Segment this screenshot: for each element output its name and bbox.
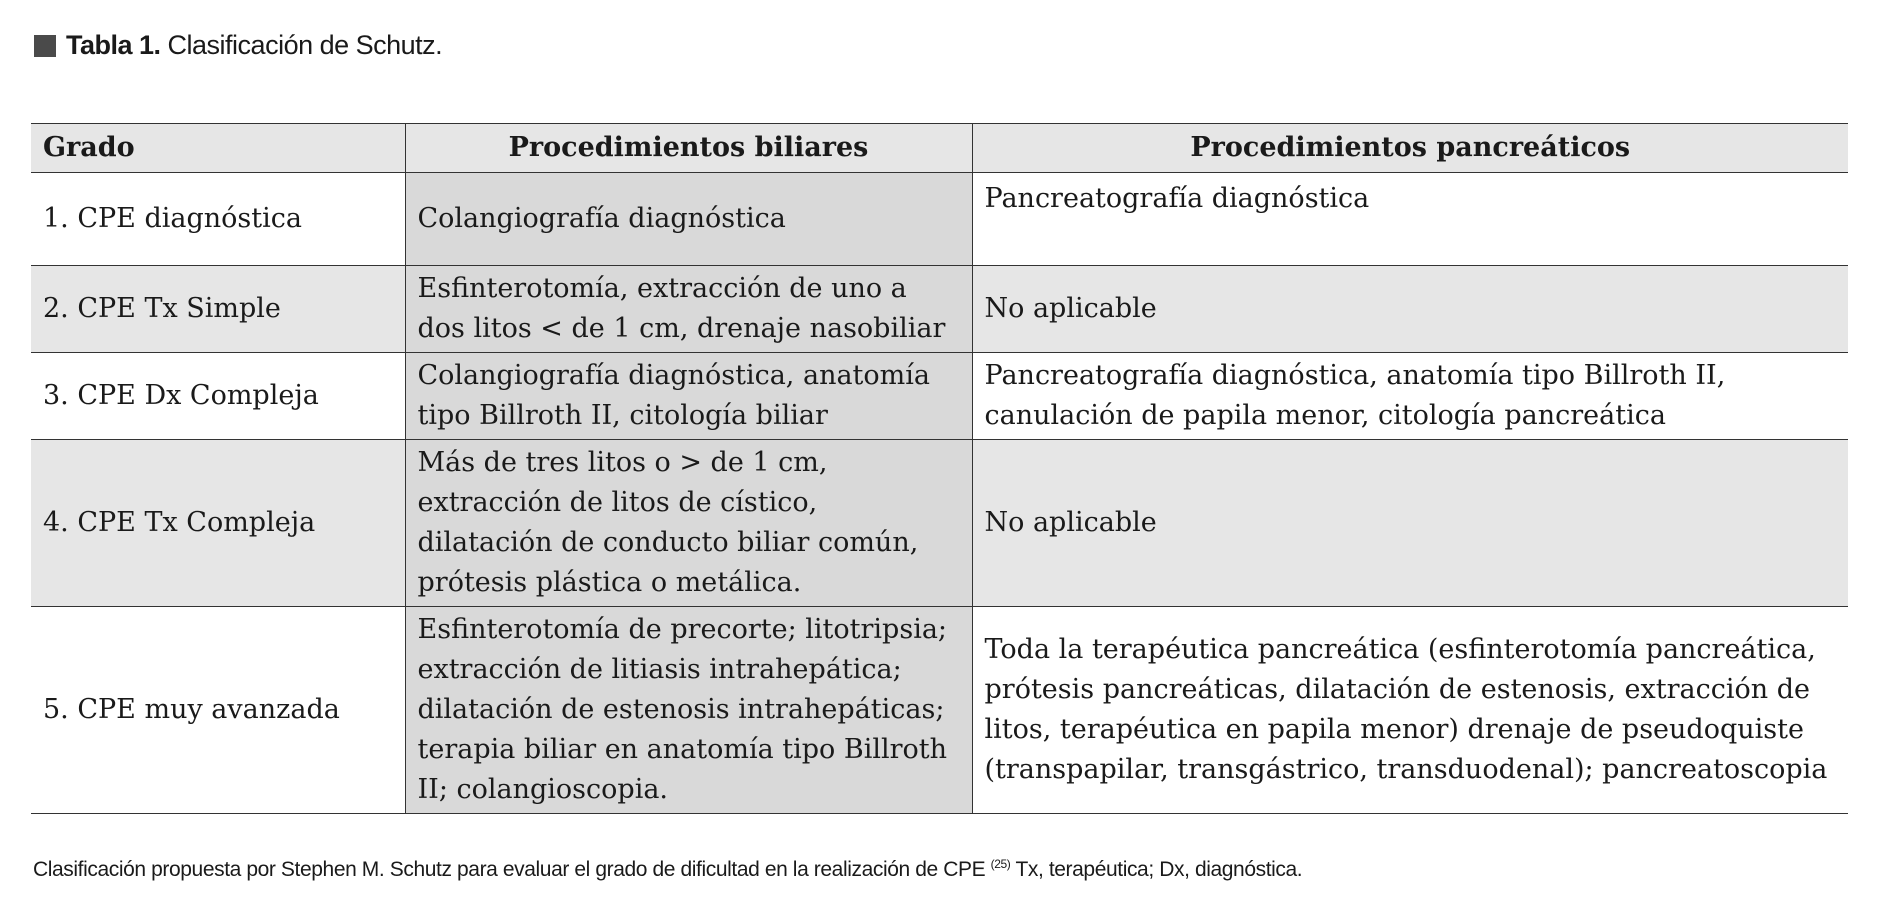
grado-cell: 4. CPE Tx Compleja (31, 440, 405, 607)
header-grado: Grado (31, 124, 405, 173)
table-row (31, 173, 1848, 266)
pancreaticos-cell: No aplicable (972, 440, 1848, 607)
table-row (31, 440, 1848, 607)
grado-cell: 1. CPE diagnóstica (31, 173, 405, 266)
footnote-text: Clasificación propuesta por Stephen M. Schutz para evaluar el grado de dificultad en la realización de CPE (33, 858, 986, 881)
pancreaticos-cell: Toda la terapéutica pancreática (esfinterotomía pancreática, prótesis pancreáticas, dilatación de estenosis, extracción de litos, terapéutica en papila menor) drenaje de pseudoquiste (transpapilar, transgástrico, transduodenal); pancreatoscopia (972, 607, 1848, 814)
grado-cell: 2. CPE Tx Simple (31, 266, 405, 353)
footnote-reference: (25) (990, 857, 1011, 871)
grado-cell: 3. CPE Dx Compleja (31, 353, 405, 440)
biliares-cell: Colangiografía diagnóstica, anatomía tipo Billroth II, citología biliar (405, 353, 972, 440)
schutz-classification-table (31, 123, 1848, 814)
table-row (31, 353, 1848, 440)
table-row (31, 607, 1848, 814)
biliares-cell: Esfinterotomía de precorte; litotripsia; extracción de litiasis intrahepática; dilatación de estenosis intrahepáticas; terapia biliar en anatomía tipo Billroth II; colangioscopia. (405, 607, 972, 814)
caption-square-icon (34, 35, 56, 57)
biliares-cell: Más de tres litos o > de 1 cm, extracción de litos de cístico, dilatación de conducto biliar común, prótesis plástica o metálica. (405, 440, 972, 607)
biliares-cell: Esfinterotomía, extracción de uno a dos litos < de 1 cm, drenaje nasobiliar (405, 266, 972, 353)
caption-label: Tabla 1. (66, 30, 161, 60)
header-pancreaticos: Procedimientos pancreáticos (972, 124, 1848, 173)
table-row (31, 266, 1848, 353)
table-caption (34, 30, 442, 61)
table-footnote (33, 857, 1302, 882)
table-header-row (31, 124, 1848, 173)
grado-cell: 5. CPE muy avanzada (31, 607, 405, 814)
pancreaticos-cell: No aplicable (972, 266, 1848, 353)
footnote-abbreviations: Tx, terapéutica; Dx, diagnóstica. (1015, 858, 1303, 881)
caption-title: Clasificación de Schutz. (167, 30, 443, 60)
pancreaticos-cell: Pancreatografía diagnóstica (972, 173, 1848, 266)
biliares-cell: Colangiografía diagnóstica (405, 173, 972, 266)
pancreaticos-cell: Pancreatografía diagnóstica, anatomía tipo Billroth II, canulación de papila menor, citología pancreática (972, 353, 1848, 440)
header-biliares: Procedimientos biliares (405, 124, 972, 173)
